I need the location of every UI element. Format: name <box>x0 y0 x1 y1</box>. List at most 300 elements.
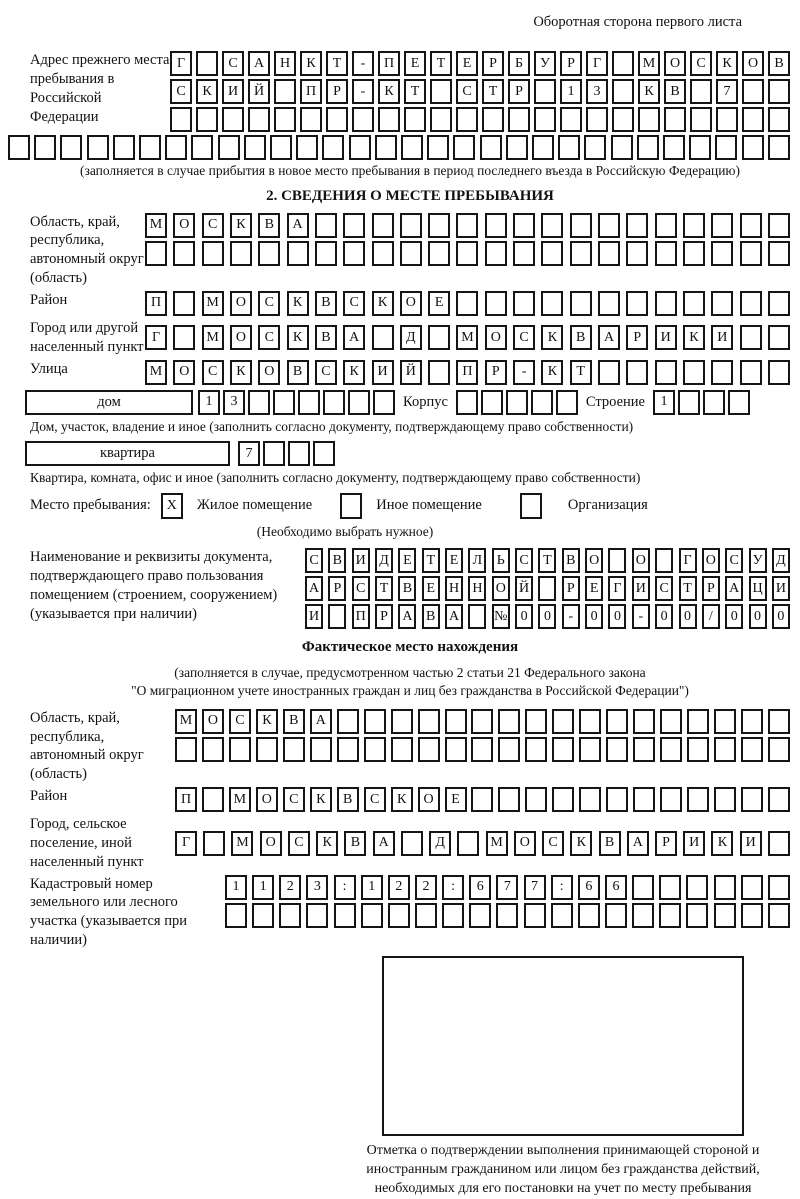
char-cell[interactable] <box>404 107 426 132</box>
char-cell[interactable] <box>343 241 365 266</box>
char-cell[interactable]: Г <box>608 576 626 601</box>
char-cell[interactable] <box>711 241 733 266</box>
char-cell[interactable] <box>728 390 750 415</box>
char-cell[interactable]: П <box>145 291 167 316</box>
checkbox-organizaciya[interactable] <box>520 493 542 519</box>
char-cell[interactable] <box>768 737 790 762</box>
char-cell[interactable]: В <box>337 787 359 812</box>
char-cell[interactable]: О <box>230 325 252 350</box>
char-cell[interactable]: / <box>702 604 720 629</box>
char-cell[interactable]: И <box>772 576 790 601</box>
char-cell[interactable] <box>263 441 285 466</box>
char-cell[interactable]: 6 <box>605 875 627 900</box>
char-cell[interactable] <box>608 548 626 573</box>
char-cell[interactable]: С <box>288 831 310 856</box>
char-cell[interactable]: О <box>664 51 686 76</box>
char-cell[interactable]: С <box>725 548 743 573</box>
char-cell[interactable]: С <box>655 576 673 601</box>
char-cell[interactable] <box>768 291 790 316</box>
char-cell[interactable]: С <box>283 787 305 812</box>
char-cell[interactable]: В <box>287 360 309 385</box>
char-cell[interactable]: Г <box>175 831 197 856</box>
char-cell[interactable] <box>391 709 413 734</box>
dom-box[interactable]: дом <box>25 390 193 415</box>
char-cell[interactable]: К <box>287 325 309 350</box>
char-cell[interactable]: 0 <box>655 604 673 629</box>
char-cell[interactable] <box>612 51 634 76</box>
char-cell[interactable] <box>655 291 677 316</box>
char-cell[interactable] <box>660 737 682 762</box>
char-cell[interactable]: Р <box>562 576 580 601</box>
char-cell[interactable]: 3 <box>306 875 328 900</box>
char-cell[interactable] <box>457 831 479 856</box>
char-cell[interactable] <box>683 241 705 266</box>
char-cell[interactable]: К <box>378 79 400 104</box>
char-cell[interactable] <box>632 903 654 928</box>
char-cell[interactable] <box>741 903 763 928</box>
char-cell[interactable] <box>230 241 252 266</box>
char-cell[interactable] <box>741 875 763 900</box>
char-cell[interactable] <box>274 79 296 104</box>
char-cell[interactable]: - <box>562 604 580 629</box>
char-cell[interactable]: О <box>585 548 603 573</box>
char-cell[interactable]: И <box>305 604 323 629</box>
char-cell[interactable] <box>391 737 413 762</box>
char-cell[interactable]: В <box>768 51 790 76</box>
char-cell[interactable]: К <box>683 325 705 350</box>
char-cell[interactable] <box>570 291 592 316</box>
char-cell[interactable]: В <box>328 548 346 573</box>
char-cell[interactable] <box>598 291 620 316</box>
char-cell[interactable]: И <box>740 831 762 856</box>
char-cell[interactable] <box>586 107 608 132</box>
char-cell[interactable] <box>525 787 547 812</box>
char-cell[interactable]: А <box>343 325 365 350</box>
char-cell[interactable]: С <box>315 360 337 385</box>
char-cell[interactable]: П <box>300 79 322 104</box>
char-cell[interactable]: М <box>231 831 253 856</box>
char-cell[interactable] <box>687 737 709 762</box>
char-cell[interactable]: В <box>283 709 305 734</box>
char-cell[interactable]: О <box>485 325 507 350</box>
char-cell[interactable]: 7 <box>238 441 260 466</box>
char-cell[interactable]: К <box>343 360 365 385</box>
char-cell[interactable]: А <box>598 325 620 350</box>
char-cell[interactable] <box>348 390 370 415</box>
char-cell[interactable] <box>481 390 503 415</box>
kvartira-box[interactable]: квартира <box>25 441 230 466</box>
char-cell[interactable]: 2 <box>415 875 437 900</box>
char-cell[interactable] <box>87 135 109 160</box>
char-cell[interactable]: Ь <box>492 548 510 573</box>
char-cell[interactable]: - <box>352 79 374 104</box>
char-cell[interactable]: М <box>175 709 197 734</box>
char-cell[interactable]: О <box>514 831 536 856</box>
char-cell[interactable] <box>612 79 634 104</box>
char-cell[interactable]: С <box>456 79 478 104</box>
char-cell[interactable]: Т <box>375 576 393 601</box>
char-cell[interactable] <box>689 135 711 160</box>
char-cell[interactable] <box>687 787 709 812</box>
char-cell[interactable] <box>638 107 660 132</box>
char-cell[interactable]: Р <box>326 79 348 104</box>
char-cell[interactable] <box>244 135 266 160</box>
char-cell[interactable]: С <box>222 51 244 76</box>
char-cell[interactable] <box>482 107 504 132</box>
char-cell[interactable] <box>741 709 763 734</box>
char-cell[interactable]: Н <box>274 51 296 76</box>
char-cell[interactable]: О <box>702 548 720 573</box>
char-cell[interactable] <box>248 390 270 415</box>
char-cell[interactable] <box>524 903 546 928</box>
char-cell[interactable] <box>418 737 440 762</box>
char-cell[interactable] <box>560 107 582 132</box>
char-cell[interactable] <box>170 107 192 132</box>
char-cell[interactable]: Д <box>375 548 393 573</box>
char-cell[interactable] <box>525 709 547 734</box>
char-cell[interactable]: И <box>632 576 650 601</box>
char-cell[interactable] <box>570 241 592 266</box>
char-cell[interactable] <box>660 709 682 734</box>
char-cell[interactable]: С <box>305 548 323 573</box>
char-cell[interactable] <box>288 441 310 466</box>
char-cell[interactable] <box>196 51 218 76</box>
char-cell[interactable] <box>703 390 725 415</box>
char-cell[interactable]: О <box>173 213 195 238</box>
char-cell[interactable]: С <box>229 709 251 734</box>
char-cell[interactable] <box>252 903 274 928</box>
char-cell[interactable] <box>714 737 736 762</box>
char-cell[interactable]: К <box>196 79 218 104</box>
char-cell[interactable] <box>740 241 762 266</box>
char-cell[interactable]: У <box>534 51 556 76</box>
char-cell[interactable]: Ц <box>749 576 767 601</box>
char-cell[interactable] <box>364 709 386 734</box>
char-cell[interactable]: 0 <box>772 604 790 629</box>
char-cell[interactable] <box>659 903 681 928</box>
char-cell[interactable]: 1 <box>198 390 220 415</box>
char-cell[interactable] <box>496 903 518 928</box>
char-cell[interactable] <box>430 107 452 132</box>
char-cell[interactable] <box>372 241 394 266</box>
char-cell[interactable] <box>626 360 648 385</box>
char-cell[interactable] <box>768 903 790 928</box>
char-cell[interactable]: С <box>513 325 535 350</box>
char-cell[interactable]: К <box>541 360 563 385</box>
char-cell[interactable] <box>741 787 763 812</box>
char-cell[interactable] <box>655 548 673 573</box>
char-cell[interactable] <box>165 135 187 160</box>
char-cell[interactable] <box>139 135 161 160</box>
char-cell[interactable] <box>202 241 224 266</box>
char-cell[interactable]: А <box>305 576 323 601</box>
char-cell[interactable] <box>361 903 383 928</box>
char-cell[interactable]: М <box>229 787 251 812</box>
char-cell[interactable]: Д <box>400 325 422 350</box>
char-cell[interactable]: 3 <box>223 390 245 415</box>
char-cell[interactable]: Е <box>445 787 467 812</box>
char-cell[interactable]: В <box>315 325 337 350</box>
char-cell[interactable] <box>538 576 556 601</box>
char-cell[interactable] <box>428 325 450 350</box>
char-cell[interactable] <box>337 737 359 762</box>
char-cell[interactable] <box>8 135 30 160</box>
char-cell[interactable] <box>683 291 705 316</box>
char-cell[interactable] <box>256 737 278 762</box>
char-cell[interactable] <box>274 107 296 132</box>
char-cell[interactable]: 3 <box>586 79 608 104</box>
char-cell[interactable] <box>415 903 437 928</box>
char-cell[interactable] <box>768 213 790 238</box>
char-cell[interactable] <box>632 875 654 900</box>
char-cell[interactable] <box>541 213 563 238</box>
char-cell[interactable] <box>372 325 394 350</box>
char-cell[interactable] <box>768 325 790 350</box>
char-cell[interactable] <box>579 787 601 812</box>
char-cell[interactable] <box>579 737 601 762</box>
char-cell[interactable]: И <box>352 548 370 573</box>
char-cell[interactable]: И <box>372 360 394 385</box>
char-cell[interactable]: О <box>400 291 422 316</box>
char-cell[interactable] <box>742 107 764 132</box>
char-cell[interactable]: Р <box>485 360 507 385</box>
char-cell[interactable] <box>173 291 195 316</box>
char-cell[interactable]: А <box>287 213 309 238</box>
char-cell[interactable] <box>714 875 736 900</box>
char-cell[interactable] <box>273 390 295 415</box>
char-cell[interactable] <box>388 903 410 928</box>
char-cell[interactable] <box>343 213 365 238</box>
char-cell[interactable] <box>768 79 790 104</box>
char-cell[interactable]: К <box>230 360 252 385</box>
char-cell[interactable]: Й <box>400 360 422 385</box>
char-cell[interactable] <box>485 291 507 316</box>
char-cell[interactable]: Т <box>422 548 440 573</box>
char-cell[interactable] <box>686 875 708 900</box>
char-cell[interactable] <box>222 107 244 132</box>
char-cell[interactable] <box>471 709 493 734</box>
char-cell[interactable] <box>196 107 218 132</box>
char-cell[interactable] <box>310 737 332 762</box>
char-cell[interactable] <box>456 213 478 238</box>
char-cell[interactable] <box>506 135 528 160</box>
char-cell[interactable]: : <box>442 875 464 900</box>
char-cell[interactable] <box>531 390 553 415</box>
char-cell[interactable] <box>715 135 737 160</box>
char-cell[interactable] <box>113 135 135 160</box>
char-cell[interactable] <box>453 135 475 160</box>
char-cell[interactable] <box>768 709 790 734</box>
char-cell[interactable] <box>660 787 682 812</box>
char-cell[interactable] <box>534 79 556 104</box>
char-cell[interactable] <box>400 241 422 266</box>
char-cell[interactable] <box>498 787 520 812</box>
char-cell[interactable] <box>442 903 464 928</box>
char-cell[interactable] <box>298 390 320 415</box>
char-cell[interactable] <box>203 831 225 856</box>
char-cell[interactable]: В <box>398 576 416 601</box>
char-cell[interactable]: : <box>551 875 573 900</box>
char-cell[interactable] <box>683 213 705 238</box>
char-cell[interactable]: 0 <box>585 604 603 629</box>
char-cell[interactable]: Т <box>538 548 556 573</box>
char-cell[interactable] <box>598 360 620 385</box>
char-cell[interactable]: К <box>638 79 660 104</box>
char-cell[interactable] <box>690 79 712 104</box>
char-cell[interactable]: В <box>344 831 366 856</box>
char-cell[interactable]: 0 <box>749 604 767 629</box>
char-cell[interactable] <box>740 360 762 385</box>
char-cell[interactable] <box>337 709 359 734</box>
char-cell[interactable]: А <box>627 831 649 856</box>
char-cell[interactable] <box>655 213 677 238</box>
char-cell[interactable]: К <box>391 787 413 812</box>
char-cell[interactable] <box>570 213 592 238</box>
char-cell[interactable] <box>633 737 655 762</box>
char-cell[interactable] <box>541 291 563 316</box>
char-cell[interactable]: С <box>690 51 712 76</box>
char-cell[interactable]: 1 <box>225 875 247 900</box>
char-cell[interactable] <box>513 291 535 316</box>
char-cell[interactable] <box>768 787 790 812</box>
char-cell[interactable] <box>683 360 705 385</box>
char-cell[interactable] <box>768 831 790 856</box>
char-cell[interactable] <box>711 291 733 316</box>
char-cell[interactable]: М <box>145 360 167 385</box>
char-cell[interactable]: Е <box>428 291 450 316</box>
char-cell[interactable] <box>248 107 270 132</box>
char-cell[interactable]: 0 <box>679 604 697 629</box>
char-cell[interactable]: С <box>202 360 224 385</box>
char-cell[interactable]: 1 <box>252 875 274 900</box>
char-cell[interactable] <box>742 135 764 160</box>
char-cell[interactable]: - <box>513 360 535 385</box>
char-cell[interactable]: О <box>742 51 764 76</box>
char-cell[interactable] <box>584 135 606 160</box>
char-cell[interactable] <box>372 213 394 238</box>
char-cell[interactable]: К <box>256 709 278 734</box>
char-cell[interactable]: Н <box>468 576 486 601</box>
char-cell[interactable] <box>686 903 708 928</box>
char-cell[interactable]: К <box>372 291 394 316</box>
char-cell[interactable]: О <box>202 709 224 734</box>
char-cell[interactable] <box>506 390 528 415</box>
char-cell[interactable] <box>551 903 573 928</box>
char-cell[interactable]: Е <box>445 548 463 573</box>
char-cell[interactable] <box>34 135 56 160</box>
char-cell[interactable] <box>578 903 600 928</box>
char-cell[interactable] <box>740 325 762 350</box>
char-cell[interactable] <box>175 737 197 762</box>
char-cell[interactable] <box>378 107 400 132</box>
char-cell[interactable]: С <box>258 325 280 350</box>
char-cell[interactable] <box>633 709 655 734</box>
char-cell[interactable]: Е <box>456 51 478 76</box>
char-cell[interactable] <box>552 787 574 812</box>
char-cell[interactable]: 1 <box>560 79 582 104</box>
char-cell[interactable]: О <box>173 360 195 385</box>
char-cell[interactable] <box>498 737 520 762</box>
char-cell[interactable]: А <box>725 576 743 601</box>
char-cell[interactable]: Т <box>570 360 592 385</box>
char-cell[interactable]: Г <box>679 548 697 573</box>
char-cell[interactable] <box>714 709 736 734</box>
char-cell[interactable]: К <box>287 291 309 316</box>
char-cell[interactable] <box>768 875 790 900</box>
char-cell[interactable]: Р <box>328 576 346 601</box>
char-cell[interactable] <box>428 213 450 238</box>
char-cell[interactable] <box>427 135 449 160</box>
char-cell[interactable]: Е <box>422 576 440 601</box>
char-cell[interactable]: С <box>258 291 280 316</box>
char-cell[interactable]: А <box>248 51 270 76</box>
char-cell[interactable]: Г <box>145 325 167 350</box>
char-cell[interactable]: К <box>316 831 338 856</box>
char-cell[interactable] <box>480 135 502 160</box>
char-cell[interactable] <box>606 787 628 812</box>
char-cell[interactable]: Н <box>445 576 463 601</box>
char-cell[interactable]: Е <box>585 576 603 601</box>
char-cell[interactable] <box>145 241 167 266</box>
char-cell[interactable] <box>741 737 763 762</box>
char-cell[interactable]: С <box>352 576 370 601</box>
char-cell[interactable] <box>740 291 762 316</box>
char-cell[interactable] <box>513 241 535 266</box>
char-cell[interactable]: О <box>418 787 440 812</box>
char-cell[interactable]: А <box>398 604 416 629</box>
char-cell[interactable] <box>326 107 348 132</box>
char-cell[interactable]: 7 <box>496 875 518 900</box>
char-cell[interactable] <box>300 107 322 132</box>
char-cell[interactable]: М <box>486 831 508 856</box>
checkbox-zhiloe[interactable]: X <box>161 493 183 519</box>
char-cell[interactable]: О <box>492 576 510 601</box>
char-cell[interactable] <box>690 107 712 132</box>
char-cell[interactable]: Р <box>375 604 393 629</box>
char-cell[interactable] <box>637 135 659 160</box>
char-cell[interactable]: К <box>310 787 332 812</box>
char-cell[interactable]: А <box>445 604 463 629</box>
char-cell[interactable]: Т <box>404 79 426 104</box>
char-cell[interactable] <box>173 325 195 350</box>
char-cell[interactable] <box>740 213 762 238</box>
char-cell[interactable]: 7 <box>524 875 546 900</box>
char-cell[interactable] <box>606 737 628 762</box>
char-cell[interactable]: М <box>202 291 224 316</box>
char-cell[interactable] <box>663 135 685 160</box>
char-cell[interactable]: : <box>334 875 356 900</box>
char-cell[interactable] <box>711 360 733 385</box>
char-cell[interactable]: 0 <box>538 604 556 629</box>
char-cell[interactable] <box>606 709 628 734</box>
char-cell[interactable] <box>296 135 318 160</box>
char-cell[interactable] <box>270 135 292 160</box>
char-cell[interactable] <box>456 390 478 415</box>
char-cell[interactable] <box>218 135 240 160</box>
char-cell[interactable]: М <box>145 213 167 238</box>
char-cell[interactable] <box>605 903 627 928</box>
char-cell[interactable] <box>191 135 213 160</box>
char-cell[interactable] <box>313 441 335 466</box>
char-cell[interactable]: 0 <box>608 604 626 629</box>
char-cell[interactable]: Т <box>679 576 697 601</box>
char-cell[interactable]: Г <box>586 51 608 76</box>
char-cell[interactable] <box>655 360 677 385</box>
char-cell[interactable]: № <box>492 604 510 629</box>
char-cell[interactable] <box>485 241 507 266</box>
char-cell[interactable] <box>532 135 554 160</box>
char-cell[interactable] <box>287 241 309 266</box>
